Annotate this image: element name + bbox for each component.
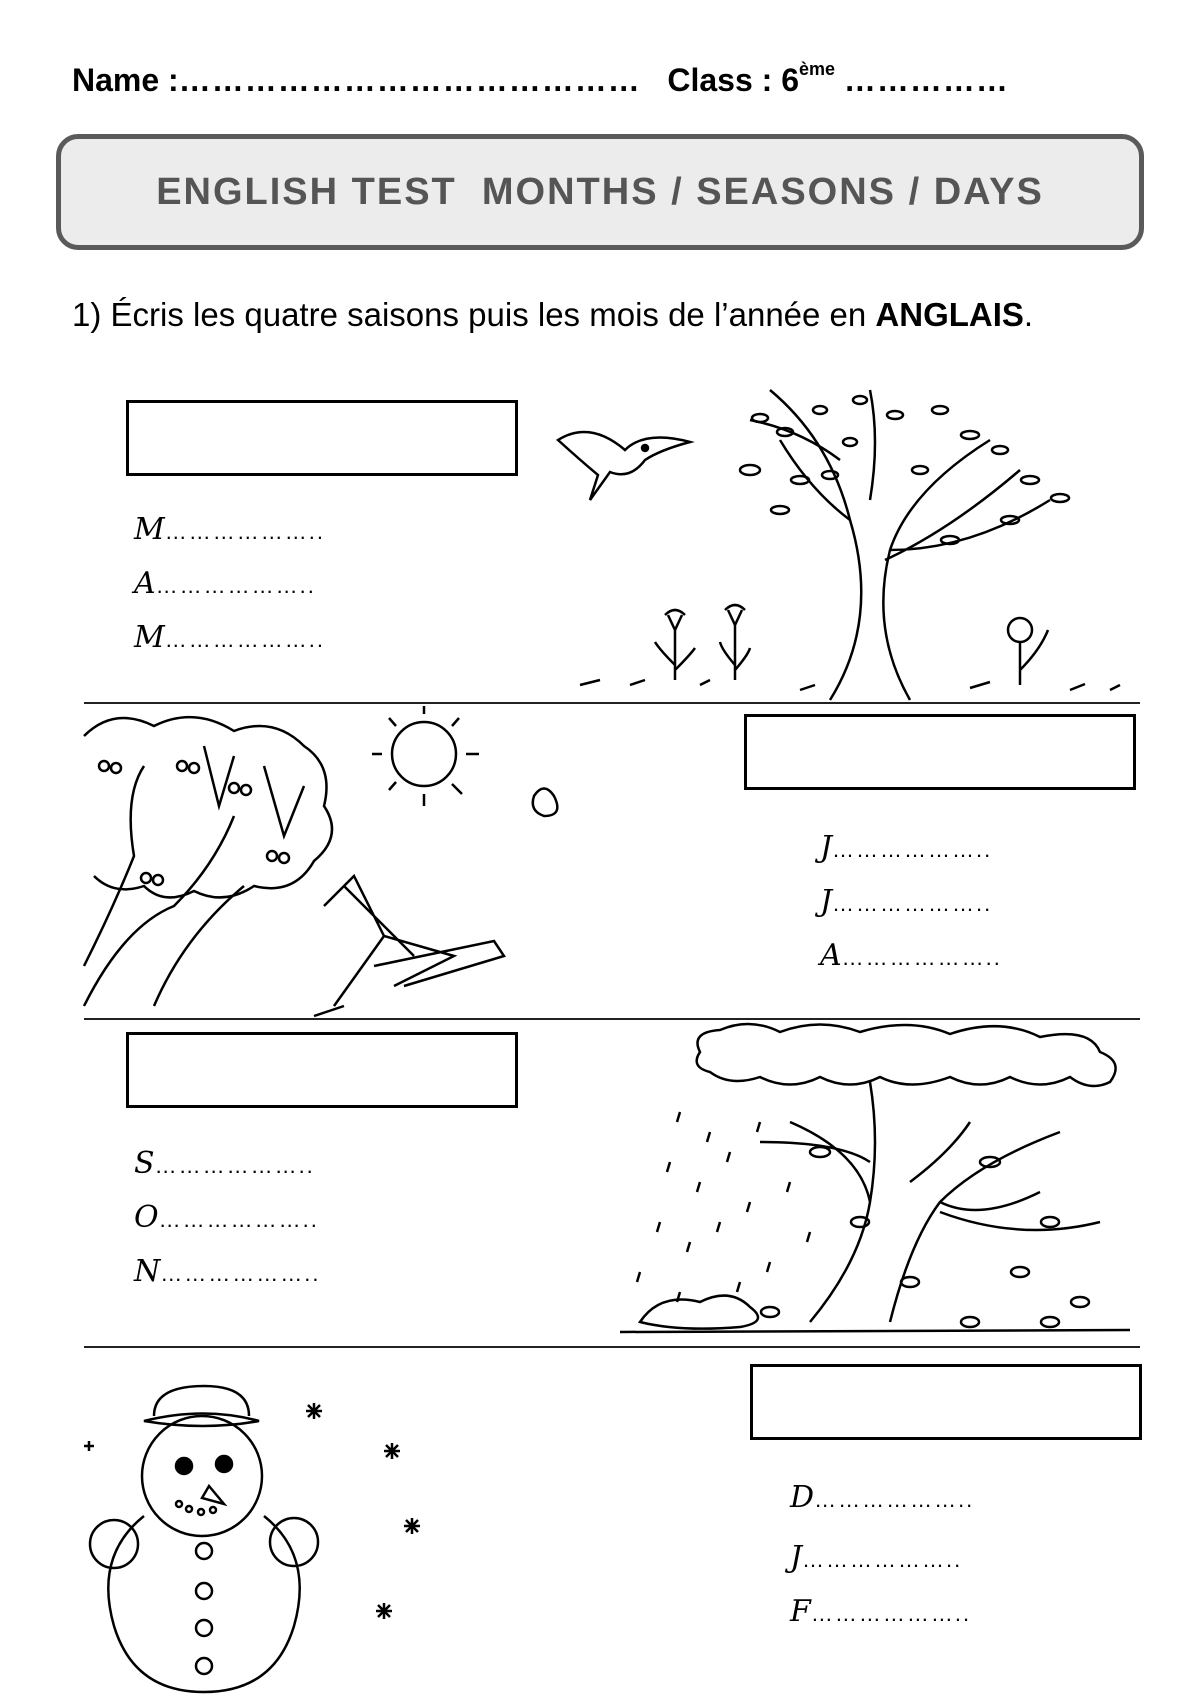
class-label: Class : 6 <box>667 62 799 98</box>
class-field[interactable]: …………… <box>843 62 1009 98</box>
month-initial: D <box>790 1480 815 1515</box>
month-dots: ……………….. <box>832 891 993 916</box>
instruction-text: ) Écris les quatre saisons puis les mois de l’année en <box>90 296 876 333</box>
spring-illustration <box>550 380 1140 700</box>
name-label: Name : <box>72 62 179 98</box>
month-dots: ……………….. <box>158 1207 319 1232</box>
month-initial: A <box>820 938 842 973</box>
student-header <box>72 59 1009 99</box>
month-initial: O <box>134 1200 159 1235</box>
summer-illustration <box>84 706 604 1016</box>
month-line[interactable] <box>790 1480 974 1515</box>
season-answer-box-summer[interactable] <box>744 714 1136 790</box>
month-dots: ……………….. <box>814 1487 975 1512</box>
month-line[interactable] <box>820 884 992 919</box>
winter-illustration <box>84 1376 484 1692</box>
month-line[interactable] <box>134 1200 319 1235</box>
month-initial: M <box>134 620 165 655</box>
section-divider <box>84 1018 1140 1020</box>
class-superscript: ème <box>799 59 836 80</box>
month-dots: ……………….. <box>164 519 325 544</box>
month-dots: ……………….. <box>154 1153 315 1178</box>
month-initial: J <box>790 1540 803 1575</box>
month-line[interactable] <box>820 830 992 865</box>
month-dots: ……………….. <box>810 1601 972 1626</box>
month-line[interactable] <box>790 1594 971 1629</box>
month-dots: ……………….. <box>832 837 993 862</box>
month-initial: J <box>820 884 833 919</box>
month-line[interactable] <box>134 1254 320 1289</box>
autumn-illustration <box>620 1022 1140 1344</box>
instruction <box>72 296 1033 334</box>
instruction-emphasis: ANGLAIS <box>875 296 1024 333</box>
month-initial: F <box>790 1594 811 1629</box>
test-title-box <box>56 134 1144 250</box>
month-initial: M <box>134 512 165 547</box>
month-initial: N <box>134 1254 161 1289</box>
month-dots: ……………….. <box>802 1547 963 1572</box>
month-initial: J <box>820 830 833 865</box>
month-line[interactable] <box>134 1146 315 1181</box>
test-title: ENGLISH TEST MONTHS / SEASONS / DAYS <box>156 170 1044 213</box>
name-field[interactable]: …………………………………… <box>178 62 641 98</box>
month-initial: S <box>134 1146 155 1181</box>
month-dots: ……………….. <box>160 1261 321 1286</box>
month-dots: ……………….. <box>155 573 316 598</box>
month-line[interactable] <box>134 512 325 547</box>
month-line[interactable] <box>820 938 1002 973</box>
section-divider <box>84 702 1140 704</box>
month-dots: ……………….. <box>164 627 325 652</box>
season-answer-box-autumn[interactable] <box>126 1032 518 1108</box>
month-initial: A <box>134 566 156 601</box>
instruction-end: . <box>1023 296 1034 333</box>
month-line[interactable] <box>790 1540 962 1575</box>
section-divider <box>84 1346 1140 1348</box>
season-answer-box-spring[interactable] <box>126 400 518 476</box>
month-line[interactable] <box>134 566 316 601</box>
season-answer-box-winter[interactable] <box>750 1364 1142 1440</box>
month-dots: ……………….. <box>841 945 1002 970</box>
month-line[interactable] <box>134 620 325 655</box>
instruction-number: 1 <box>72 296 91 333</box>
